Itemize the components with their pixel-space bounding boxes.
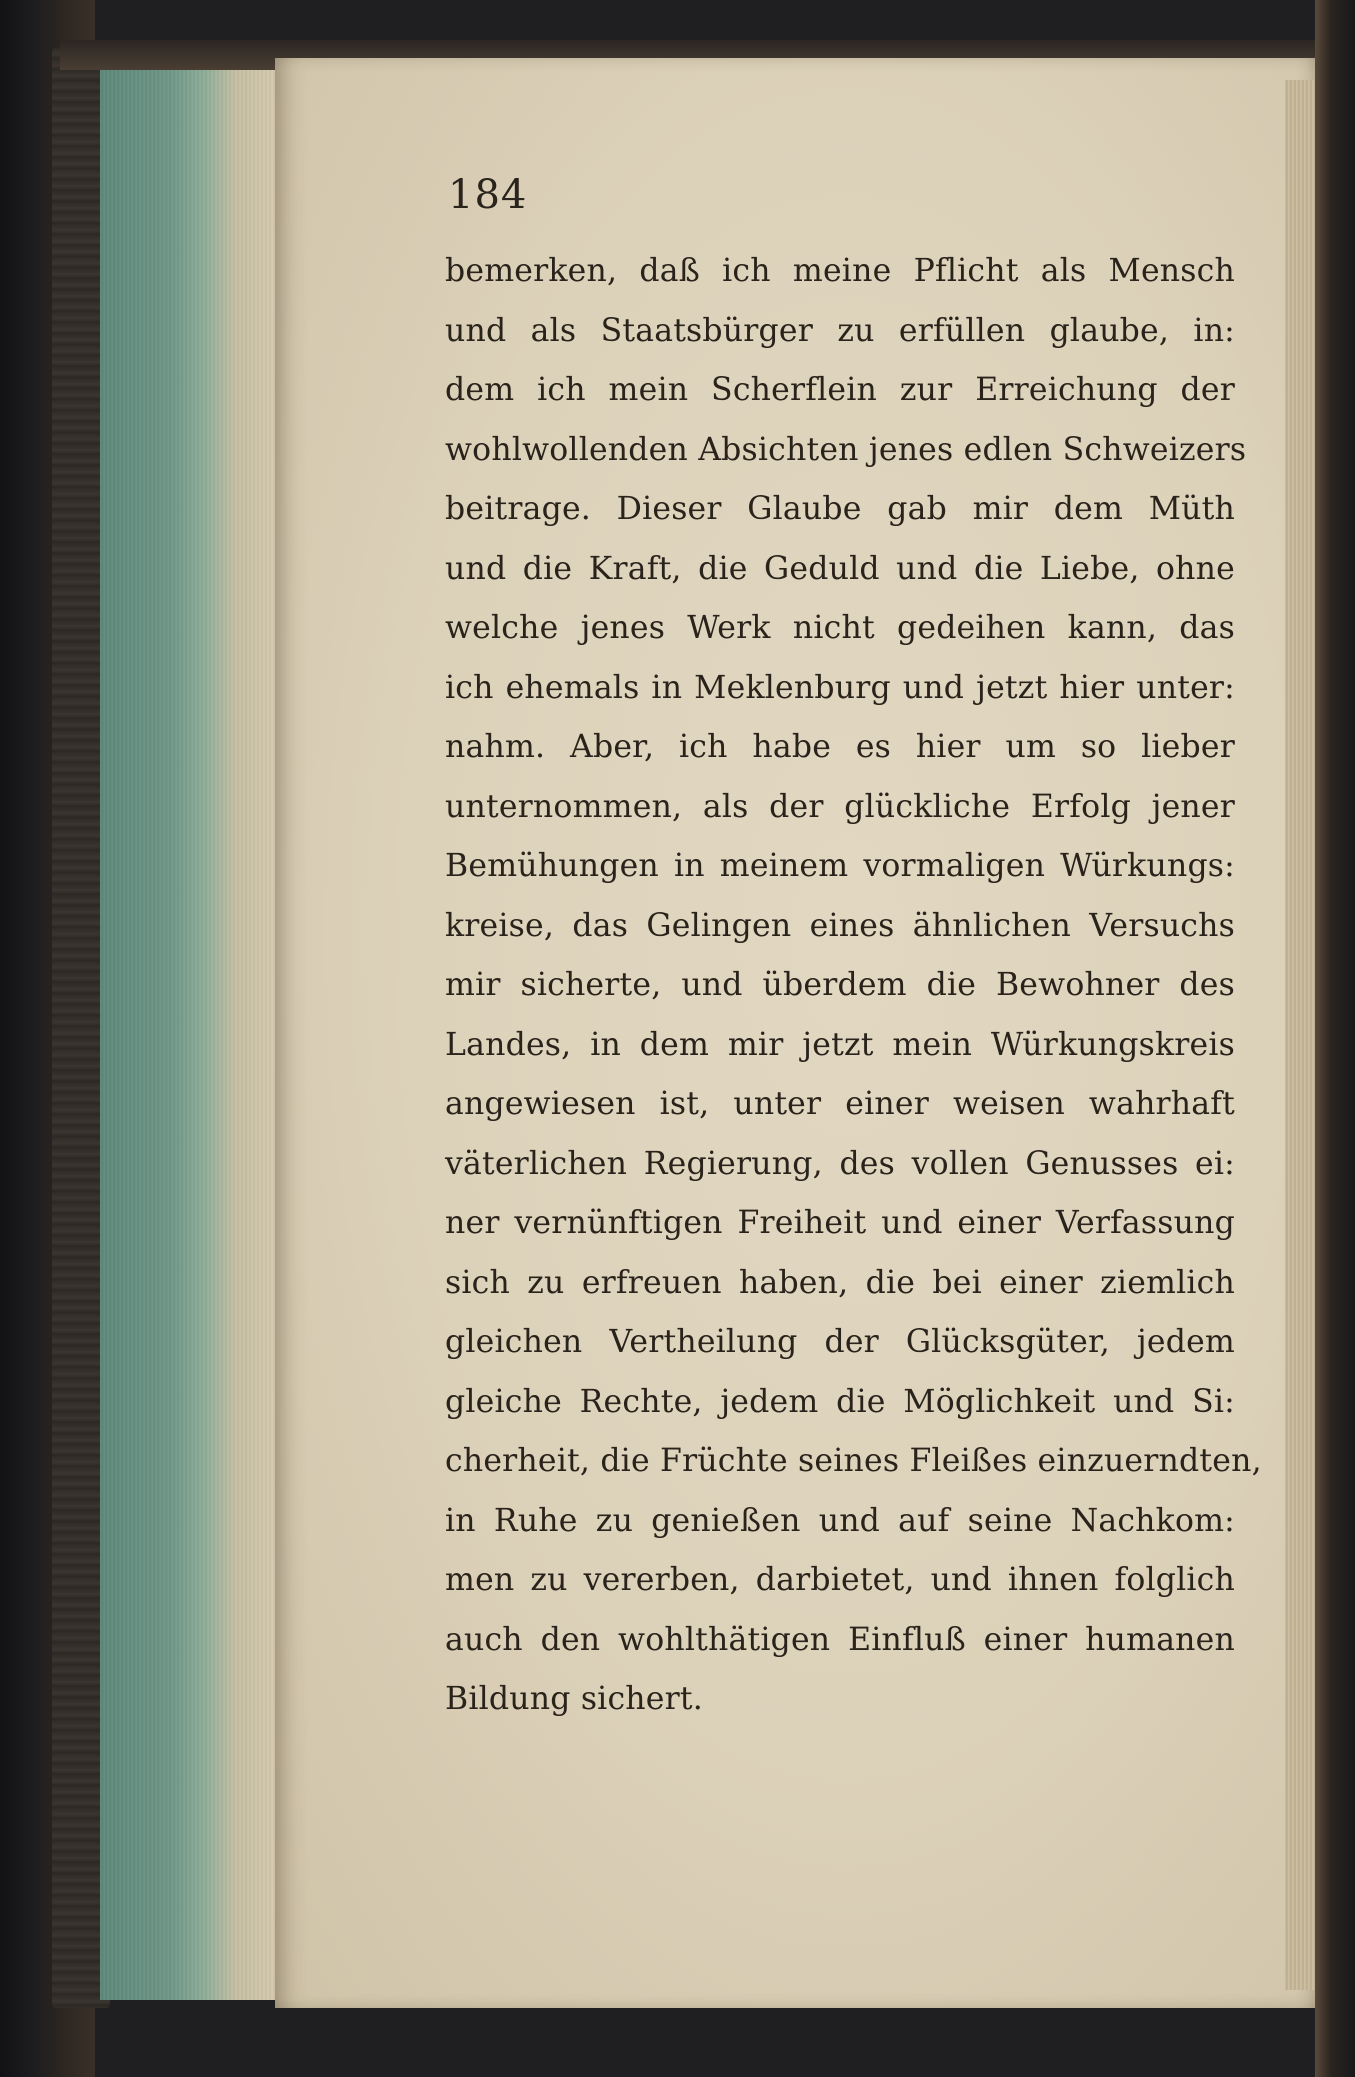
text-line: mir sicherte, und überdem die Bewohner des bbox=[445, 967, 1235, 1003]
text-line: und die Kraft, die Geduld und die Liebe, ohne bbox=[445, 550, 1235, 587]
text-line: gleiche Rechte, jedem die Möglichkeit und Si: bbox=[445, 1383, 1235, 1420]
text-line: unternommen, als der glückliche Erfolg jener bbox=[445, 788, 1235, 825]
text-line: Landes, in dem mir jetzt mein Würkungskreis bbox=[445, 1026, 1235, 1063]
page-edges-right bbox=[1285, 80, 1315, 1990]
text-line: beitrage. Dieser Glaube gab mir dem Müth bbox=[445, 491, 1235, 527]
text-line: sich zu erfreuen haben, die bei einer ziemlich bbox=[445, 1264, 1235, 1301]
book-cover-right bbox=[1315, 0, 1355, 2077]
page-edges-stack bbox=[100, 70, 275, 2000]
text-line: und als Staatsbürger zu erfüllen glaube, in: bbox=[445, 312, 1235, 349]
text-line: väterlichen Regierung, des vollen Genusses ei: bbox=[445, 1145, 1235, 1182]
text-line: dem ich mein Scherflein zur Erreichung der bbox=[445, 372, 1235, 408]
body-text bbox=[445, 242, 1262, 1730]
text-line: ner vernünftigen Freiheit und einer Verfassung bbox=[445, 1205, 1235, 1241]
text-line: in Ruhe zu genießen und auf seine Nachkom: bbox=[445, 1502, 1235, 1539]
text-line: men zu vererben, darbietet, und ihnen folglich bbox=[445, 1562, 1235, 1598]
text-line: nahm. Aber, ich habe es hier um so lieber bbox=[445, 729, 1235, 765]
text-line: angewiesen ist, unter einer weisen wahrhaft bbox=[445, 1086, 1235, 1122]
text-line: Bemühungen in meinem vormaligen Würkungs: bbox=[445, 848, 1235, 884]
text-line: welche jenes Werk nicht gedeihen kann, das bbox=[445, 610, 1235, 646]
text-line: auch den wohlthätigen Einfluß einer humanen bbox=[445, 1621, 1235, 1658]
text-line: cherheit, die Früchte seines Fleißes einzuerndten, bbox=[445, 1443, 1262, 1479]
text-line: bemerken, daß ich meine Pflicht als Mensch bbox=[445, 253, 1235, 289]
page-number: 184 bbox=[448, 172, 528, 218]
text-line: kreise, das Gelingen eines ähnlichen Versuchs bbox=[445, 907, 1235, 944]
text-line: wohlwollenden Absichten jenes edlen Schweizers bbox=[445, 431, 1247, 468]
text-line: gleichen Vertheilung der Glücksgüter, jedem bbox=[445, 1324, 1235, 1360]
text-line: ich ehemals in Meklenburg und jetzt hier unter: bbox=[445, 669, 1235, 706]
text-line: Bildung sichert. bbox=[445, 1681, 703, 1717]
